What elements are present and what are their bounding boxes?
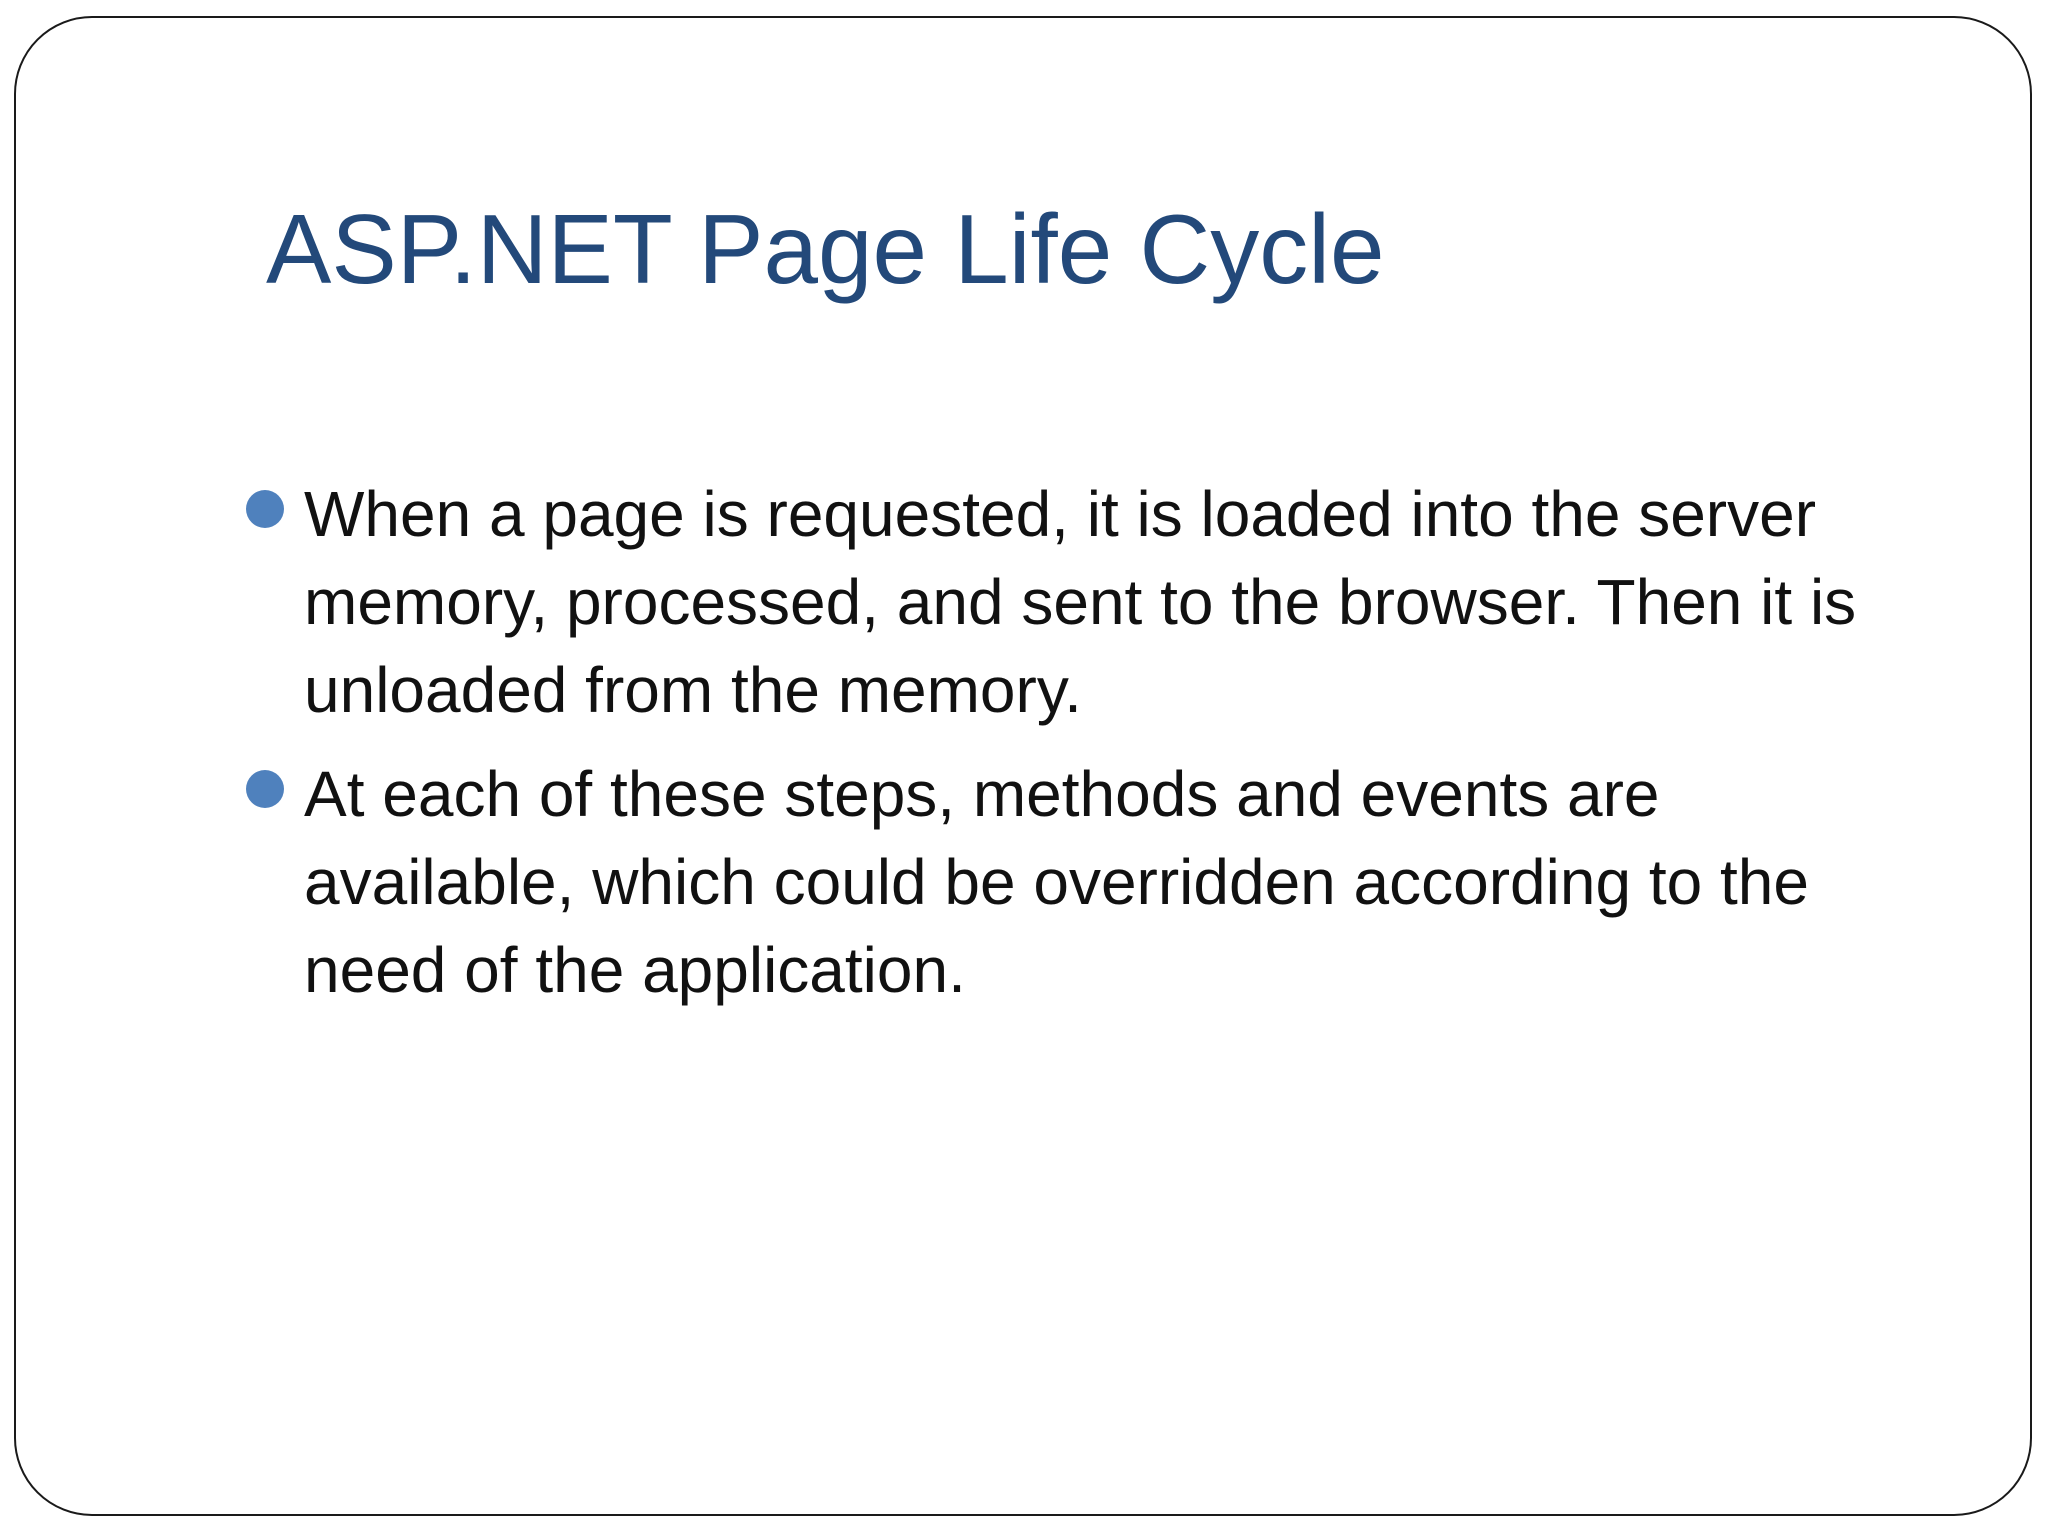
bullet-text: When a page is requested, it is loaded into the server memory, processed, and sent to the browser. Then it is unloaded from the memory. (304, 478, 1857, 726)
bullet-item (242, 750, 1922, 1014)
bullet-dot-icon (246, 490, 284, 528)
bullet-item (242, 470, 1922, 734)
slide-frame (14, 16, 2032, 1516)
bullet-text: At each of these steps, methods and events are available, which could be overridden according to the need of the application. (304, 758, 1809, 1006)
bullet-list (242, 470, 1922, 1030)
bullet-dot-icon (246, 770, 284, 808)
slide-title: ASP.NET Page Life Cycle (266, 194, 1385, 304)
